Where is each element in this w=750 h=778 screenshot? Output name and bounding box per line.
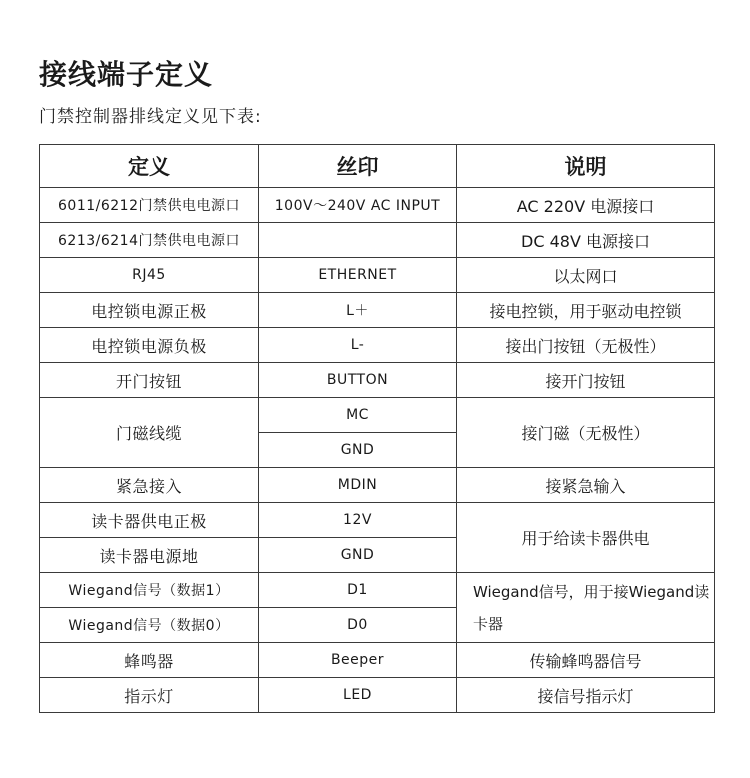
page-title: 接线端子定义: [39, 58, 214, 91]
table-row: [40, 188, 715, 223]
description-cell: 接出门按钮（无极性）: [457, 328, 715, 363]
silkscreen-cell: BUTTON: [259, 363, 457, 398]
silkscreen-cell: GND: [259, 433, 457, 468]
subtitle: 门禁控制器排线定义见下表:: [39, 107, 262, 127]
silkscreen-cell: 12V: [259, 503, 457, 538]
silkscreen-cell: ETHERNET: [259, 258, 457, 293]
description-cell: 接门磁（无极性）: [457, 398, 715, 468]
table-row: [40, 258, 715, 293]
silkscreen-cell: L＋: [259, 293, 457, 328]
table-row: [40, 398, 715, 433]
table-row: [40, 678, 715, 713]
silkscreen-cell: [259, 223, 457, 258]
table-row: [40, 503, 715, 538]
table-header-row: [40, 145, 715, 188]
description-cell: 接信号指示灯: [457, 678, 715, 713]
silkscreen-cell: L-: [259, 328, 457, 363]
definition-cell: 蜂鸣器: [40, 643, 259, 678]
table-row: [40, 573, 715, 608]
silkscreen-cell: D0: [259, 608, 457, 643]
silkscreen-cell: 100V～240V AC INPUT: [259, 188, 457, 223]
column-header-description: 说明: [457, 145, 715, 188]
description-cell: 用于给读卡器供电: [457, 503, 715, 573]
description-cell: 以太网口: [457, 258, 715, 293]
silkscreen-cell: MDIN: [259, 468, 457, 503]
table-row: [40, 363, 715, 398]
description-cell: 接紧急输入: [457, 468, 715, 503]
pin-definition-table: [39, 144, 715, 713]
silkscreen-cell: GND: [259, 538, 457, 573]
table-row: [40, 293, 715, 328]
silkscreen-cell: LED: [259, 678, 457, 713]
definition-cell: Wiegand信号（数据1）: [40, 573, 259, 608]
silkscreen-cell: Beeper: [259, 643, 457, 678]
definition-cell: 电控锁电源负极: [40, 328, 259, 363]
table-row: [40, 223, 715, 258]
description-cell: Wiegand信号，用于接Wiegand读卡器: [457, 573, 715, 643]
definition-cell: 读卡器供电正极: [40, 503, 259, 538]
description-cell: 传输蜂鸣器信号: [457, 643, 715, 678]
definition-cell: Wiegand信号（数据0）: [40, 608, 259, 643]
silkscreen-cell: D1: [259, 573, 457, 608]
description-cell: AC 220V 电源接口: [457, 188, 715, 223]
silkscreen-cell: MC: [259, 398, 457, 433]
definition-cell: 读卡器电源地: [40, 538, 259, 573]
definition-cell: 紧急接入: [40, 468, 259, 503]
table-row: [40, 643, 715, 678]
definition-cell: RJ45: [40, 258, 259, 293]
definition-cell: 6213/6214门禁供电电源口: [40, 223, 259, 258]
description-cell: DC 48V 电源接口: [457, 223, 715, 258]
definition-cell: 指示灯: [40, 678, 259, 713]
definition-cell: 开门按钮: [40, 363, 259, 398]
column-header-silkscreen: 丝印: [259, 145, 457, 188]
description-cell: 接电控锁，用于驱动电控锁: [457, 293, 715, 328]
description-cell: 接开门按钮: [457, 363, 715, 398]
column-header-definition: 定义: [40, 145, 259, 188]
definition-cell: 6011/6212门禁供电电源口: [40, 188, 259, 223]
definition-cell: 电控锁电源正极: [40, 293, 259, 328]
definition-cell: 门磁线缆: [40, 398, 259, 468]
table-row: [40, 468, 715, 503]
table-row: [40, 328, 715, 363]
